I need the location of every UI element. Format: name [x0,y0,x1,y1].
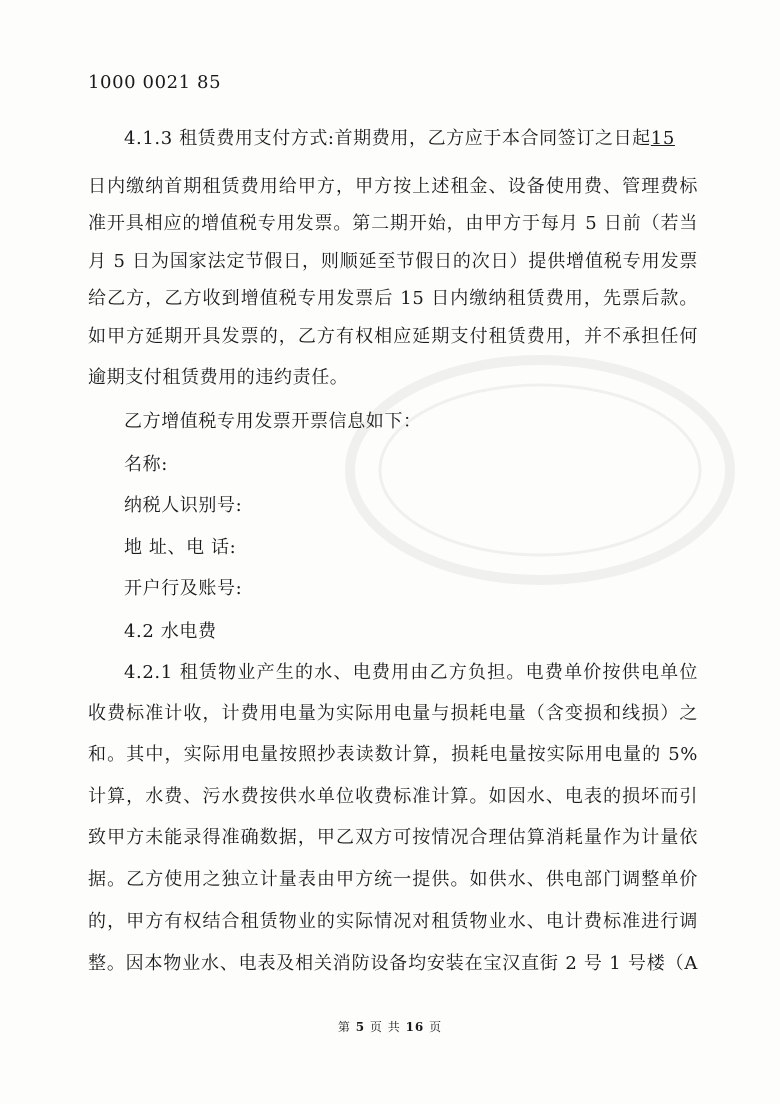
invoice-info-heading: 乙方增值税专用发票开票信息如下： [124,411,422,432]
total-page-count: 16 [405,1020,425,1034]
clause-4-1-3-line-6: 如甲方延期开具发票的，乙方有权相应延期支付租赁费用，并不承担任何 [88,326,698,347]
clause-4-1-3-line-4: 月 5 日为国家法定节假日，则顺延至节假日的次日）提供增值税专用发票 [88,251,698,272]
invoice-field-address-phone: 地 址、电 话: [124,537,237,558]
clause-4-1-3-line-5: 给乙方，乙方收到增值税专用发票后 15 日内缴纳租赁费用，先票后款。 [88,288,698,309]
clause-4-2-1-line-4: 计算，水费、污水费按供水单位收费标准计算。如因水、电表的损坏而引 [88,786,698,807]
clause-4-1-3-line-3: 准开具相应的增值税专用发票。第二期开始，由甲方于每月 5 日前（若当 [88,213,698,234]
clause-4-2-1-line-5: 致甲方未能录得准确数据，甲乙双方可按情况合理估算消耗量作为计量依 [88,827,698,848]
invoice-field-name: 名称: [124,454,168,475]
clause-4-2-1-line-8: 整。因本物业水、电表及相关消防设备均安装在宝汉直街 2 号 1 号楼（A [88,953,698,974]
page-footer: 第 5 页 共 16 页 [337,1020,443,1034]
clause-4-2-1-line-3: 和。其中，实际用电量按照抄表读数计算，损耗电量按实际用电量的 5% [88,744,698,765]
clause-4-2-1-line-1: 4.2.1 租赁物业产生的水、电费用由乙方负担。电费单价按供电单位 [124,662,698,683]
invoice-field-bank-account: 开户行及账号: [124,578,243,599]
document-reference-number: 1000 0021 85 [88,72,222,93]
section-4-2-heading: 4.2 水电费 [124,621,217,642]
clause-4-2-1-line-2: 收费标准计收，计费用电量为实际用电量与损耗电量（含变损和线损）之 [88,703,698,724]
current-page-number: 5 [355,1020,366,1034]
invoice-field-taxpayer-id: 纳税人识别号: [124,495,243,516]
clause-4-1-3-line-1: 4.1.3 租赁费用支付方式:首期费用，乙方应于本合同签订之日起15 [124,128,675,149]
clause-4-2-1-line-7: 的，甲方有权结合租赁物业的实际情况对租赁物业水、电计费标准进行调 [88,911,698,932]
clause-4-1-3-line-7: 逾期支付租赁费用的违约责任。 [88,367,349,388]
clause-4-2-1-line-6: 据。乙方使用之独立计量表由甲方统一提供。如供水、供电部门调整单价 [88,869,698,890]
clause-4-1-3-line-2: 日内缴纳首期租赁费用给甲方，甲方按上述租金、设备使用费、管理费标 [88,176,698,197]
